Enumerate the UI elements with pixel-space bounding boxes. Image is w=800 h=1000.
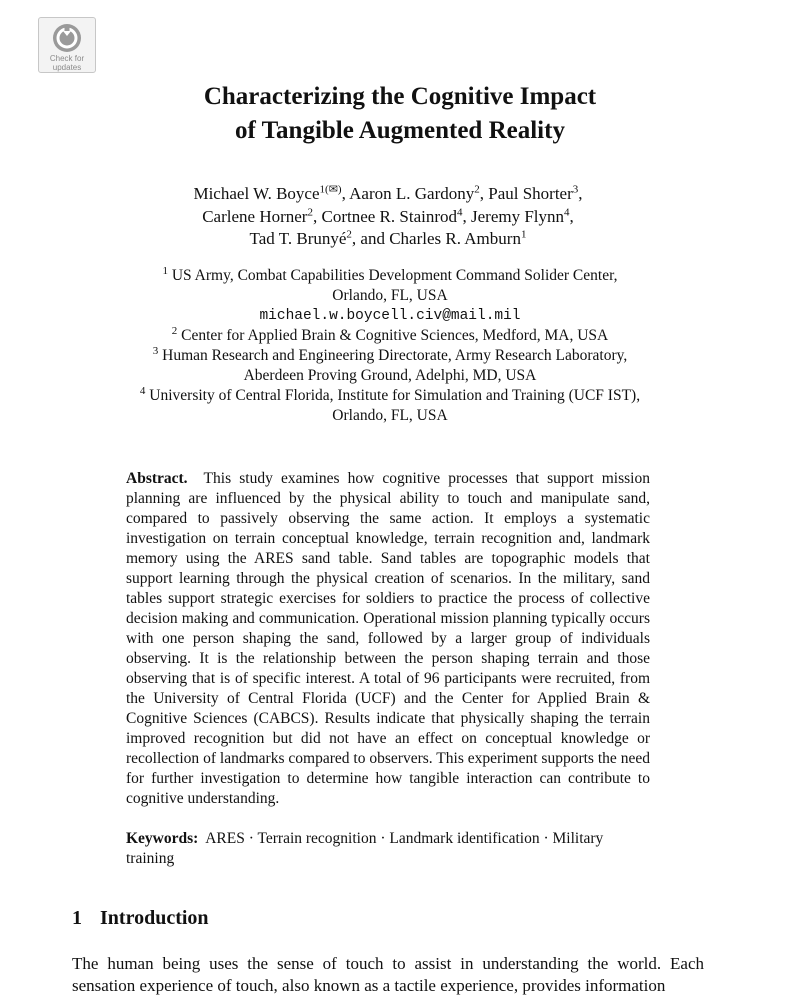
affiliation-number: 2 (171, 324, 178, 337)
abstract (126, 469, 650, 809)
keywords (126, 829, 650, 869)
author-affiliation-mark: 3 (572, 183, 579, 196)
author-affiliation-mark: 2 (474, 183, 480, 196)
section-heading (72, 905, 209, 931)
title-line-1: Characterizing the Cognitive Impact (203, 83, 597, 110)
check-for-updates-icon (50, 22, 84, 54)
author-name: Tad T. Brunyé (249, 229, 347, 248)
author-name: Michael W. Boyce (193, 184, 320, 203)
author-list: Michael W. Boyce$^{1(✉)}$, Aaron L. Gardony$^2$, Paul Shorter$^3$, Carlene Horner$^2$, Cortnee R. Stainrod$^4$, Jeremy Flynn$^4$, Tad T. Brunyé$^2$, and Charles R. Amburn$^1$ (193, 183, 583, 248)
keywords-text: ARES · Terrain recognition · Landmark identification · Military training (126, 830, 604, 867)
section-title: Introduction (100, 907, 209, 929)
author-affiliation-mark: 2 (307, 205, 313, 218)
affiliation-3: $^3$ Human Research and Engineering Directorate, Army Research Laboratory, Aberdeen Proving Ground, Adelphi, MD, USA (152, 344, 628, 384)
badge-label-line2: updates (52, 63, 82, 72)
affiliation-1: $^1$ US Army, Combat Capabilities Development Command Solider Center, Orlando, FL, USA michael.w.boycell.civ@mail.mil (0, 266, 780, 326)
author-name: Carlene Horner (202, 206, 308, 226)
author-affiliation-mark: 4 (457, 205, 463, 218)
author-name: Cortnee R. Stainrod (321, 206, 457, 226)
affiliation-number: 4 (139, 384, 146, 397)
body-paragraph: The human being uses the sense of touch to assist in understanding the world. Each sensation experience of touch, also known as a tactile experience, provides information (72, 954, 704, 995)
title-line-2: of Tangible Augmented Reality (235, 117, 565, 144)
check-for-updates-badge[interactable] (38, 17, 96, 73)
author-affiliation-mark: 4 (564, 205, 570, 218)
author-name: Paul Shorter (488, 184, 573, 203)
author-affiliation-mark: 1 (520, 228, 527, 241)
affiliation-number: 3 (152, 344, 159, 357)
affiliation-4: $^4$ University of Central Florida, Institute for Simulation and Training (UCF IST), Orlando, FL, USA (139, 384, 641, 424)
author-email-link[interactable]: michael.w.boycell.civ@mail.mil (259, 308, 521, 324)
affiliation-2: $^2$ Center for Applied Brain & Cognitive Sciences, Medford, MA, USA (171, 324, 609, 344)
abstract-label: Abstract. (126, 470, 188, 487)
affiliation-list (0, 266, 780, 426)
author-name: Aaron L. Gardony (349, 184, 475, 203)
paper-title (0, 80, 800, 148)
author-affiliation-mark: 2 (346, 228, 352, 241)
section-number: 1 (72, 907, 82, 929)
badge-label-line1: Check for (49, 54, 85, 63)
author-name: Jeremy Flynn (471, 206, 565, 226)
abstract-text: This study examines how cognitive processes that support mission planning are influenced by the physical ability to touch and manipulate sand, compared to passively observing the same action. It employs a systematic investigation on terrain conceptual knowledge, terrain recognition and, landmark memory using the ARES sand table. Sand tables are topographic models that support learning through the physical creation of scenarios. In the military, sand tables support strategic exercises for soldiers to practice the process of collective decision making and communication. Operational mission planning typically occurs with one person shaping the sand, followed by a larger group of individuals observing. It is the relationship between the person shaping terrain and those observing that is of specific interest. A total of 96 participants were recruited, from the University of Central Florida (UCF) and the Center for Applied Brain & Cognitive Sciences (CABCS). Results indicate that physically shaping the terrain improved recognition but did not have an effect on conceptual knowledge or recollection of landmarks compared to observers. This experiment supports the need for further investigation to determine how tangible interaction can contribute to cognitive understanding. (126, 470, 650, 807)
author-affiliation-mark: 1(✉) (319, 183, 342, 196)
keywords-label: Keywords: (126, 830, 199, 847)
affiliation-number: 1 (162, 264, 168, 277)
author-name: Charles R. Amburn (389, 229, 521, 248)
